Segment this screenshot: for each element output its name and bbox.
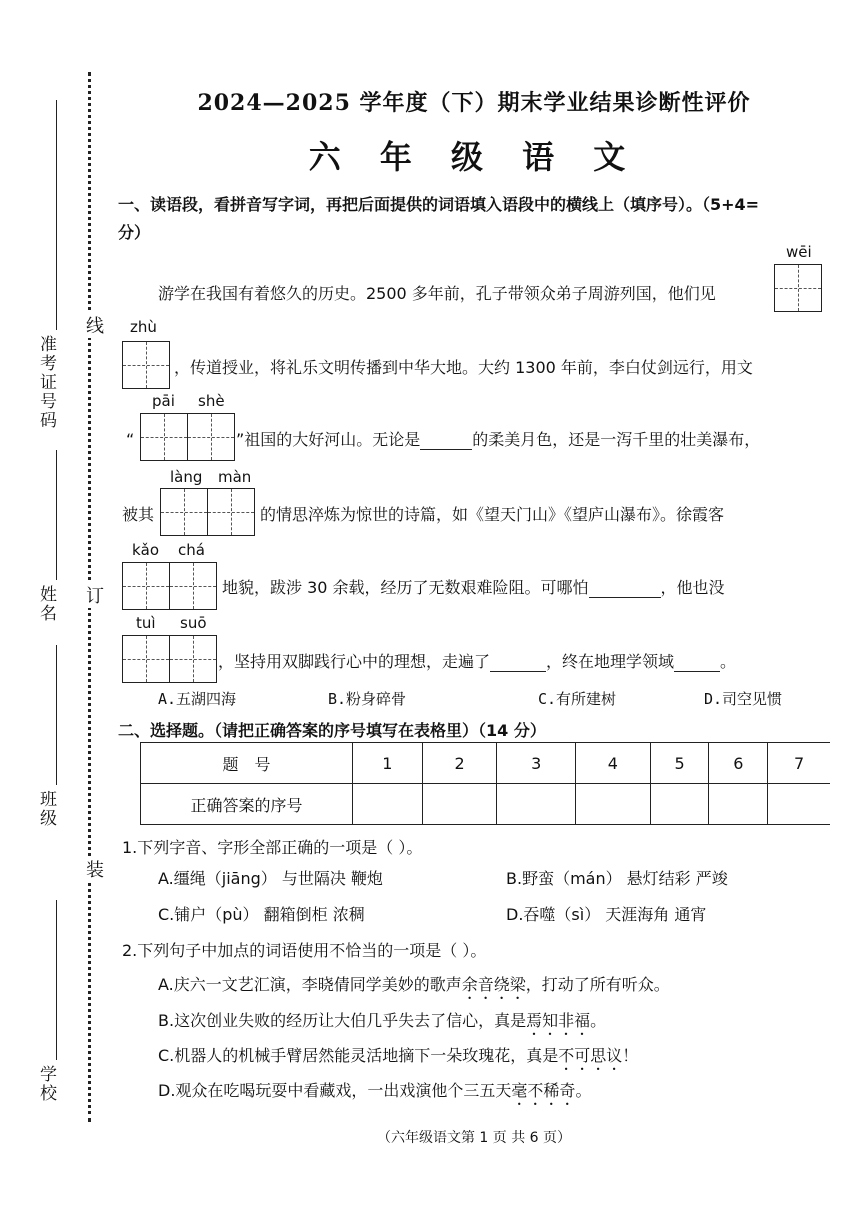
passage-line-5: 地貌，跋涉 30 余载，经历了无数艰难险阻。可哪怕 ，他也没: [222, 578, 725, 597]
question-number: 4: [576, 743, 651, 784]
question-number: 3: [497, 743, 576, 784]
writing-box-kaocha[interactable]: [122, 562, 217, 610]
exam-id-label: 准考证号码: [36, 335, 56, 430]
blank-2[interactable]: [589, 581, 661, 598]
question-number: 7: [768, 743, 830, 784]
blank-1[interactable]: [420, 433, 472, 450]
option-c: C.有所建树: [538, 690, 617, 708]
answer-cell[interactable]: [768, 784, 830, 825]
school-label: 学校: [36, 1065, 56, 1103]
answer-cell[interactable]: [709, 784, 768, 825]
exam-title: 2024—2025 学年度（下）期末学业结果诊断性评价: [197, 90, 751, 116]
pinyin-suo: suō: [180, 614, 207, 632]
binding-strip: [0, 0, 110, 1215]
passage-line-3: ”祖国的大好河山。无论是 的柔美月色，还是一泻千里的壮美瀑布，: [236, 430, 761, 449]
option-d: D.司空见惯: [704, 690, 783, 708]
answer-cell[interactable]: [422, 784, 497, 825]
table-row: [141, 743, 831, 784]
q1-stem: 1.下列字音、字形全部正确的一项是（ ）。: [122, 838, 423, 857]
answer-table: [140, 742, 830, 825]
quote-open: “: [126, 430, 135, 449]
mark-xian: 线: [80, 312, 106, 338]
pinyin-wei: wēi: [786, 243, 812, 261]
passage-line-4a: 被其: [122, 505, 155, 524]
pinyin-kao: kǎo: [132, 541, 160, 559]
mark-zhuang: 装: [80, 856, 106, 882]
option-a: A.五湖四海: [158, 690, 237, 708]
writing-box-wei[interactable]: [774, 264, 822, 312]
option-b: B.粉身碎骨: [328, 690, 407, 708]
q2-option-a: A.庆六一文艺汇演，李晓倩同学美妙的歌声余音绕梁，打动了所有听众。: [158, 975, 670, 994]
name-label: 姓名: [36, 585, 56, 623]
writing-box-langman[interactable]: [160, 488, 255, 536]
pinyin-cha: chá: [178, 541, 205, 559]
writing-box-tuisuo[interactable]: [122, 635, 217, 683]
passage-line-1: 游学在我国有着悠久的历史。2500 多年前，孔子带领众弟子周游列国，他们见: [158, 284, 716, 303]
q2-option-c: C.机器人的机械手臂居然能灵活地摘下一朵玫瑰花，真是不可思议！: [158, 1046, 639, 1065]
question-number: 6: [709, 743, 768, 784]
passage-line-6: ，坚持用双脚践行心中的理想，走遍了 ，终在地理学领域 。: [218, 652, 737, 671]
pinyin-lang: làng: [170, 468, 203, 486]
answer-row-header: 正确答案的序号: [141, 784, 353, 825]
passage-line-4b: 的情思淬炼为惊世的诗篇，如《望天门山》《望庐山瀑布》。徐霞客: [260, 505, 725, 524]
school-fill-line: [56, 900, 57, 1060]
q2-option-d: D.观众在吃喝玩耍中看藏戏，一出戏演他个三五天毫不稀奇。: [158, 1081, 592, 1100]
section1-heading-cont: 分）: [118, 223, 151, 242]
section2-heading: 二、选择题。（请把正确答案的序号填写在表格里）（14 分）: [118, 721, 546, 740]
class-fill-line: [56, 645, 57, 785]
q1-option-c: C.铺户（pù） 翻箱倒柜 浓稠: [158, 905, 365, 924]
blank-3[interactable]: [490, 655, 546, 672]
q2-stem: 2.下列句子中加点的词语使用不恰当的一项是（ ）。: [122, 941, 487, 960]
table-row: [141, 784, 831, 825]
question-number: 1: [353, 743, 423, 784]
pinyin-zhu: zhù: [130, 318, 157, 336]
answer-cell[interactable]: [497, 784, 576, 825]
blank-4[interactable]: [674, 655, 720, 672]
section1-heading: 一、读语段，看拼音写字词，再把后面提供的词语填入语段中的横线上（填序号）。（5+4=: [118, 195, 760, 214]
exam-id-fill-line: [56, 100, 57, 330]
mark-ding: 订: [80, 582, 106, 608]
name-fill-line: [56, 450, 57, 580]
question-number: 5: [650, 743, 709, 784]
writing-box-paishe[interactable]: [140, 413, 235, 461]
q1-option-d: D.吞噬（sì） 天涯海角 通宵: [506, 905, 707, 924]
pinyin-man: màn: [218, 468, 252, 486]
pinyin-tui: tuì: [136, 614, 156, 632]
answer-cell[interactable]: [576, 784, 651, 825]
writing-box-zhu[interactable]: [122, 341, 170, 389]
passage-line-2: ，传道授业，将礼乐文明传播到中华大地。大约 1300 年前，李白仗剑远行，用文: [174, 358, 753, 377]
q2-option-b: B.这次创业失败的经历让大伯几乎失去了信心，真是焉知非福。: [158, 1011, 607, 1030]
answer-cell[interactable]: [353, 784, 423, 825]
pinyin-pai: pāi: [152, 392, 175, 410]
question-number-header: 题 号: [141, 743, 353, 784]
question-number: 2: [422, 743, 497, 784]
pinyin-she: shè: [198, 392, 225, 410]
answer-cell[interactable]: [650, 784, 709, 825]
class-label: 班级: [36, 790, 56, 828]
exam-subtitle: 六 年 级 语 文: [308, 138, 640, 176]
q1-option-a: A.缰绳（jiāng） 与世隔决 鞭炮: [158, 869, 383, 888]
q1-option-b: B.野蛮（mán） 悬灯结彩 严竣: [506, 869, 728, 888]
page-footer: （六年级语文第 1 页 共 6 页）: [376, 1130, 572, 1146]
